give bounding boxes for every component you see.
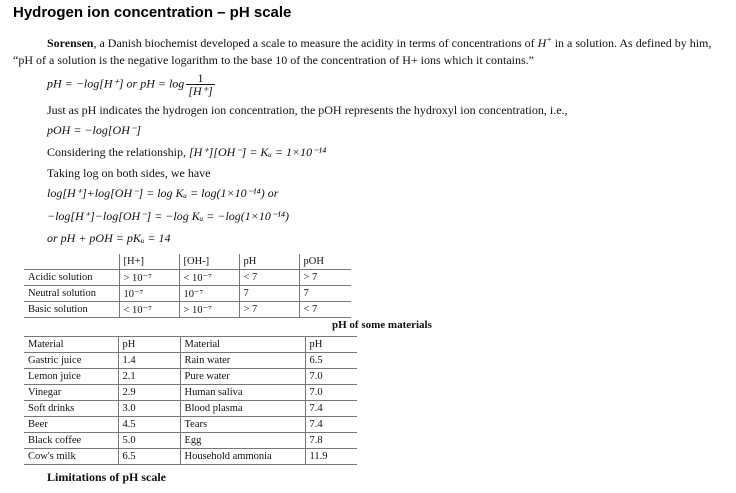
table-cell: Neutral solution — [24, 286, 119, 302]
table-row — [24, 302, 351, 318]
eq1-left: pH = −log[H⁺] or pH = log — [47, 76, 185, 91]
table-row — [24, 401, 357, 417]
table-cell: Egg — [180, 433, 305, 449]
eq1-numerator: 1 — [197, 71, 204, 85]
table-cell: 3.0 — [118, 401, 180, 417]
table-cell: Basic solution — [24, 302, 119, 318]
table-row — [24, 369, 357, 385]
table-cell: Household ammonia — [180, 449, 305, 465]
equation-log-sum: log[H⁺]+log[OH⁻] = log Kᵤ = log(1×10⁻¹⁴) or — [47, 186, 279, 200]
h-symbol: H+ — [537, 35, 552, 50]
table-cell: 7.0 — [305, 385, 357, 401]
table-row — [24, 449, 357, 465]
equation-kw: [H⁺][OH⁻] = Kᵤ = 1×10⁻¹⁴ — [188, 145, 327, 159]
table-cell: 7.4 — [305, 417, 357, 433]
table-cell: > 10⁻⁷ — [119, 270, 179, 286]
header-cell: [H+] — [119, 254, 179, 270]
header-cell: Material — [180, 337, 305, 353]
table-row — [24, 417, 357, 433]
materials-table-header — [24, 337, 357, 353]
header-cell: [OH-] — [179, 254, 239, 270]
table-cell: < 7 — [239, 270, 299, 286]
materials-table — [24, 336, 357, 465]
table-cell: > 7 — [239, 302, 299, 318]
table-cell: Lemon juice — [24, 369, 118, 385]
equation-ph-poh: or pH + pOH = pKᵤ = 14 — [47, 231, 171, 245]
intro-text-1: , a Danish biochemist developed a scale to measure the acidity in terms of concentrations of — [93, 36, 538, 50]
limitations-heading: Limitations of pH scale — [47, 470, 166, 484]
header-cell — [24, 254, 119, 270]
table-cell: Blood plasma — [180, 401, 305, 417]
table-cell: 7 — [239, 286, 299, 302]
materials-caption: pH of some materials — [332, 319, 432, 331]
table-cell: Black coffee — [24, 433, 118, 449]
table-row — [24, 433, 357, 449]
header-cell: pOH — [299, 254, 351, 270]
table-cell: > 10⁻⁷ — [179, 302, 239, 318]
table-cell: < 10⁻⁷ — [179, 270, 239, 286]
table-cell: 1.4 — [118, 353, 180, 369]
table-cell: 10⁻⁷ — [119, 286, 179, 302]
table-cell: Rain water — [180, 353, 305, 369]
eq1-denominator: [H⁺] — [188, 84, 213, 98]
table-cell: 10⁻⁷ — [179, 286, 239, 302]
table-cell: Tears — [180, 417, 305, 433]
table-cell: 7.8 — [305, 433, 357, 449]
header-cell: pH — [305, 337, 357, 353]
poh-paragraph: Just as pH indicates the hydrogen ion concentration, the pOH represents the hydroxyl ion concentration, i.e., — [47, 103, 568, 117]
table-cell: 7.0 — [305, 369, 357, 385]
intro-paragraph — [13, 31, 725, 69]
table-cell: Pure water — [180, 369, 305, 385]
table-cell: 4.5 — [118, 417, 180, 433]
header-cell: pH — [118, 337, 180, 353]
table-cell: 6.5 — [118, 449, 180, 465]
table-cell: < 7 — [299, 302, 351, 318]
page-title: Hydrogen ion concentration – pH scale — [13, 4, 292, 21]
table-row — [24, 286, 351, 302]
table-cell: > 7 — [299, 270, 351, 286]
table-cell: Gastric juice — [24, 353, 118, 369]
table-row — [24, 385, 357, 401]
table-cell: 7.4 — [305, 401, 357, 417]
table-cell: < 10⁻⁷ — [119, 302, 179, 318]
taking-log-paragraph: Taking log on both sides, we have — [47, 166, 211, 180]
header-cell: Material — [24, 337, 118, 353]
table-cell: 2.9 — [118, 385, 180, 401]
relation-text: Considering the relationship, — [47, 145, 186, 159]
relation-line — [47, 145, 326, 160]
table-cell: Vinegar — [24, 385, 118, 401]
table-cell: Beer — [24, 417, 118, 433]
table-cell: 2.1 — [118, 369, 180, 385]
table-cell: Soft drinks — [24, 401, 118, 417]
table-row — [24, 270, 351, 286]
table-cell: 6.5 — [305, 353, 357, 369]
solution-table-header — [24, 254, 351, 270]
table-row — [24, 353, 357, 369]
equation-ph-definition — [47, 72, 215, 97]
equation-poh: pOH = −log[OH⁻] — [47, 123, 141, 137]
table-cell: 11.9 — [305, 449, 357, 465]
intro-text-2: in a solution. As defined by him, “pH of a solution is the negative logarithm to the base 10 of the concentration of H+ ions which it contains.” — [13, 36, 712, 67]
header-cell: pH — [239, 254, 299, 270]
table-cell: Cow's milk — [24, 449, 118, 465]
table-cell: 7 — [299, 286, 351, 302]
sorensen-name: Sorensen — [47, 36, 94, 50]
table-cell: Human saliva — [180, 385, 305, 401]
table-cell: 5.0 — [118, 433, 180, 449]
equation-neg-log: −log[H⁺]−log[OH⁻] = −log Kᵤ = −log(1×10⁻¹⁴) — [47, 209, 289, 223]
solution-table — [24, 254, 351, 318]
table-cell: Acidic solution — [24, 270, 119, 286]
